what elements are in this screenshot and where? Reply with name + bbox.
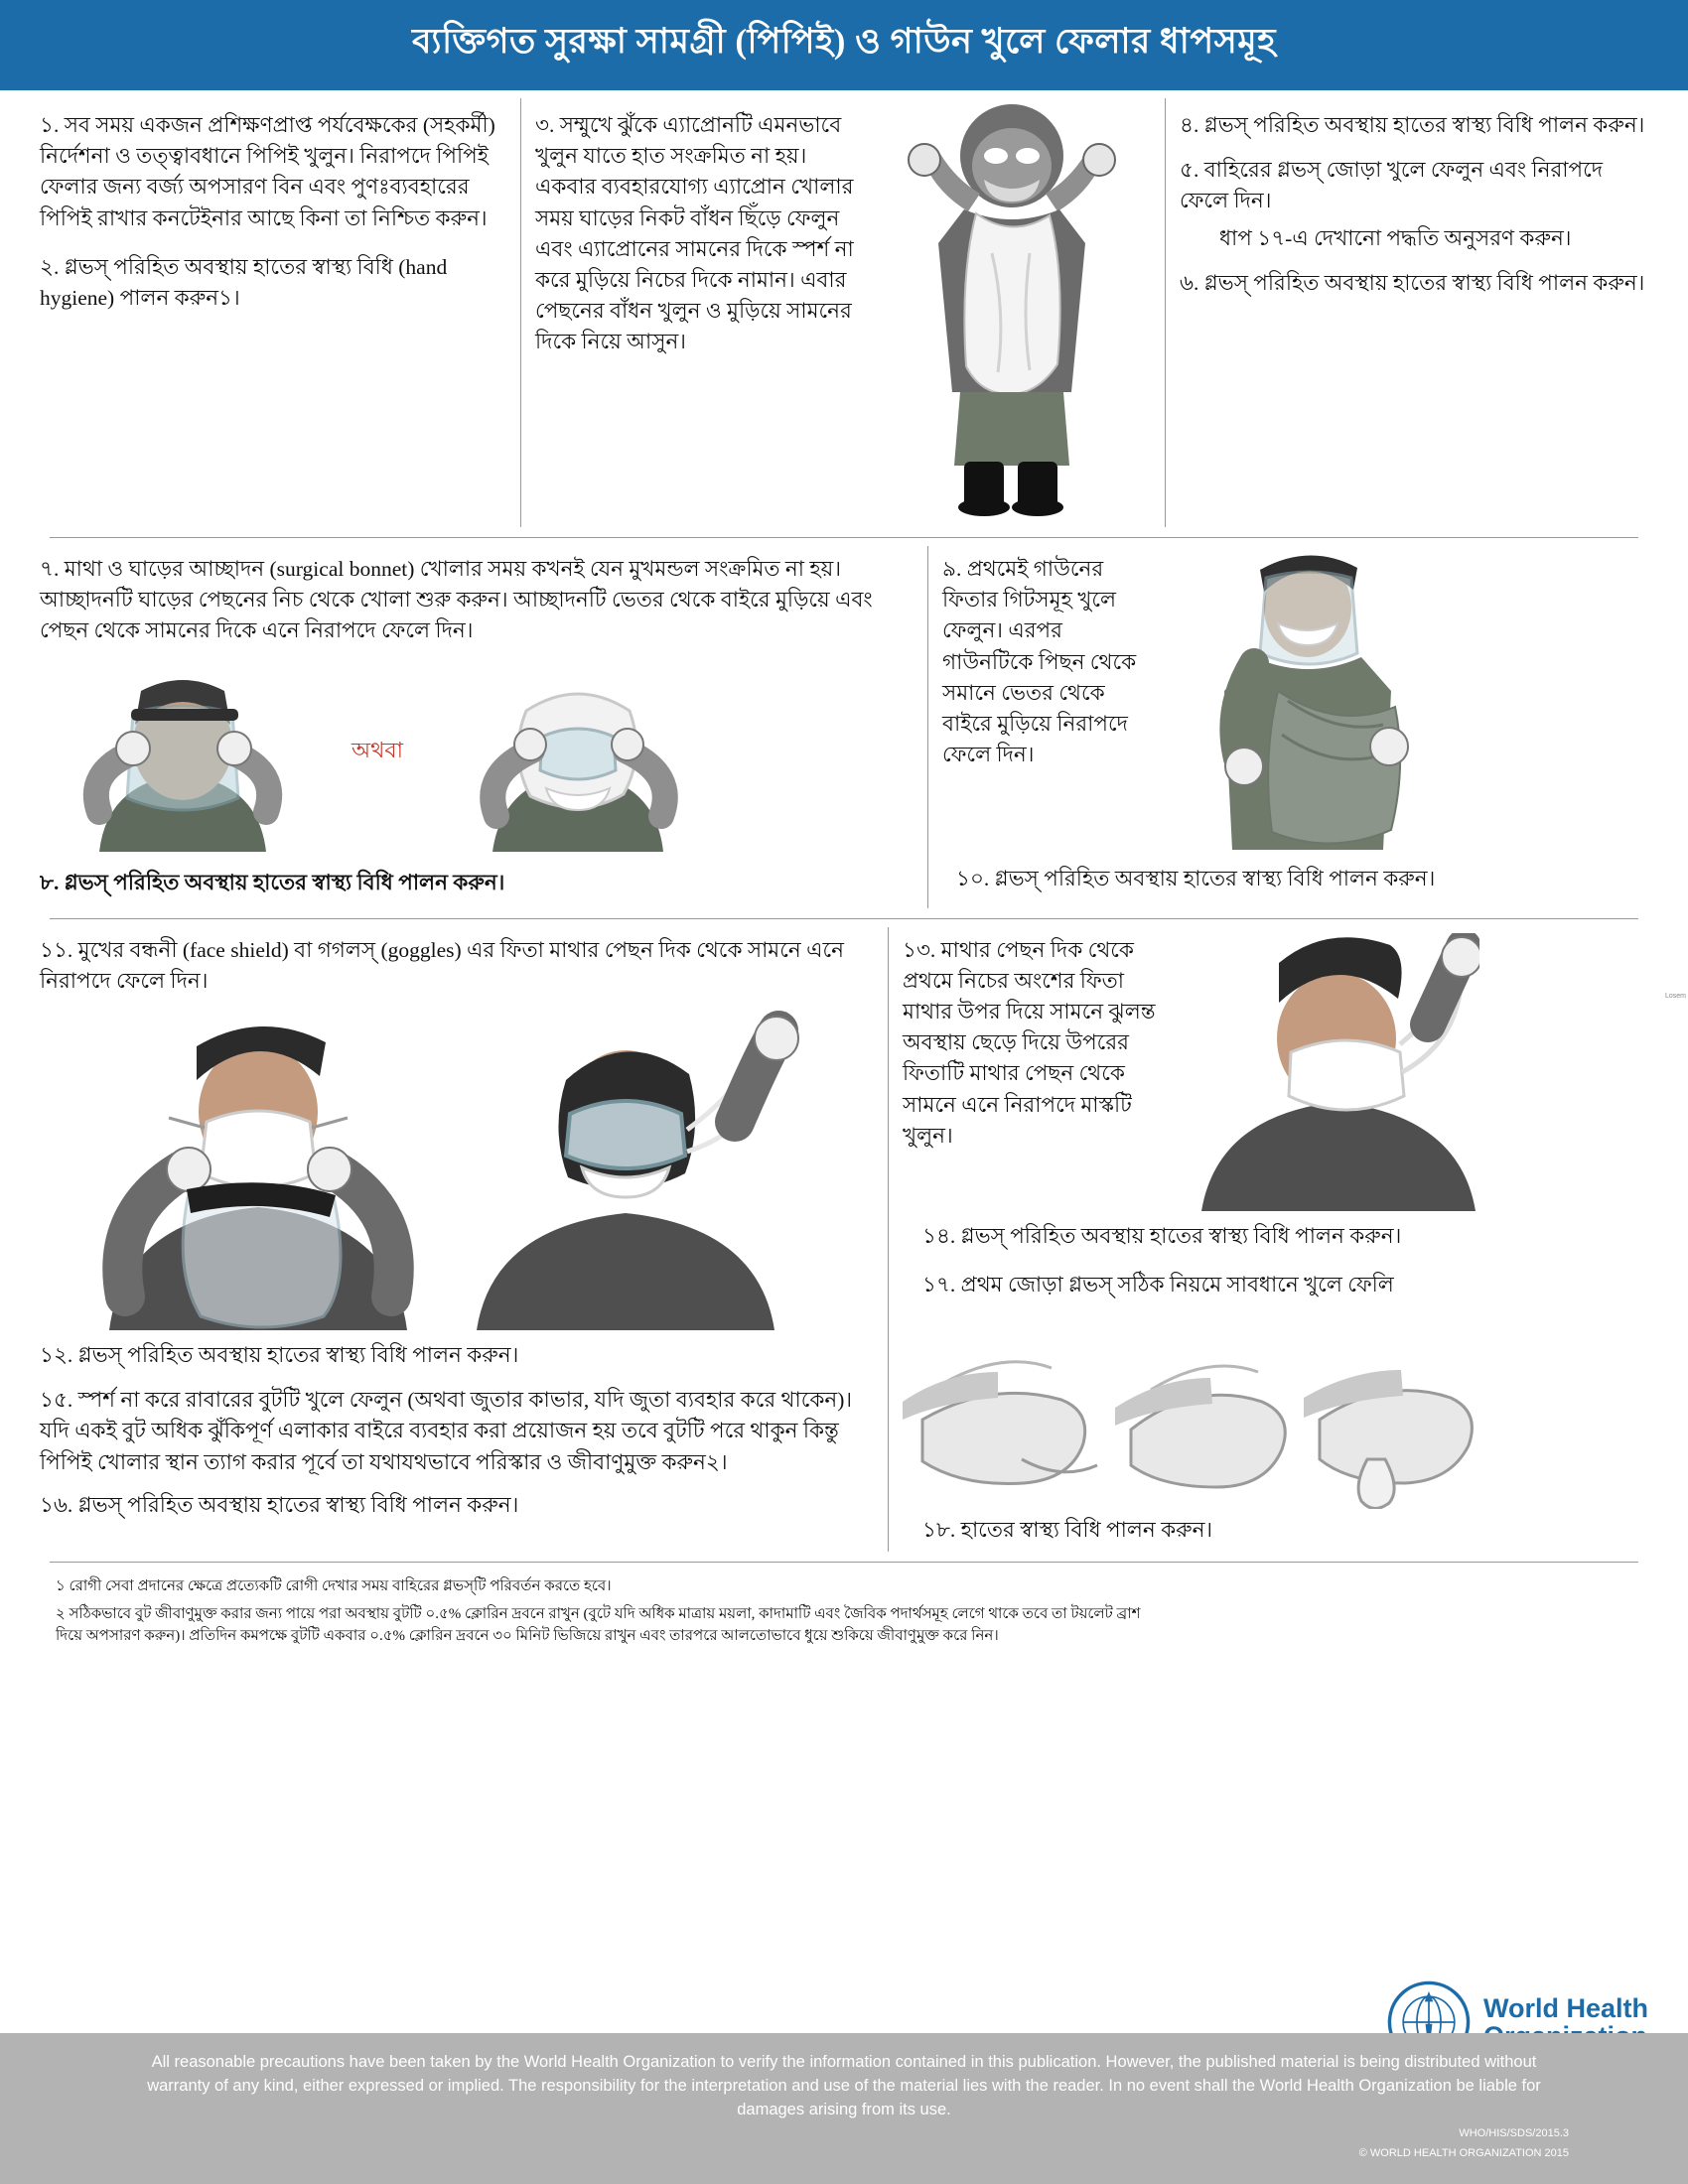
- disclaimer-code-1: WHO/HIS/SDS/2015.3: [1459, 2127, 1569, 2140]
- block-steps-1-6: [26, 98, 1662, 527]
- illustration-bonnet-b: [427, 653, 725, 852]
- disclaimer: [0, 2033, 1688, 2184]
- step-8-label: ৮. গ্লভস্ পরিহিত অবস্থায় হাতের স্বাস্থ্য বিধি পালন করুন।: [40, 870, 505, 894]
- who-line-1: World Health: [1482, 1992, 1648, 2023]
- footnote-1: ১ রোগী সেবা প্রদানের ক্ষেত্রে প্রত্যেকটি রোগী দেখার সময় বাহিরের গ্লভস্‌টি পরিবর্তন করতে হবে।: [56, 1578, 612, 1595]
- step-13-text: ১৩. মাথার পেছন দিক থেকে প্রথমে নিচের অংশের ফিতা মাথার উপর দিয়ে সামনে ঝুলন্ত অবস্থায় ছেড়ে দিয়ে উপরের ফিতাটি মাথার পেছন থেকে সামনে এনে নিরাপদে মাস্কটি খুলুন।: [903, 937, 1156, 1148]
- step-7-text: ৭. মাথা ও ঘাড়ের আচ্ছাদন (surgical bonnet) খোলার সময় কখনই যেন মুখমন্ডল সংক্রমিত না হয়। আচ্ছাদনটি ঘাড়ের পেছনের নিচ থেকে খোলা শুরু করুন। আচ্ছাদনটি ভেতর থেকে বাইরে মুড়িয়ে এবং পেছন থেকে সামনের দিকে এনে নিরাপদে ফেলে দিন।: [40, 557, 873, 643]
- illustration-glove-removal: [903, 1310, 1518, 1509]
- step-10-text: ১০. গ্লভস্ পরিহিত অবস্থায় হাতের স্বাস্থ্য বিধি পালন করুন।: [956, 867, 1436, 890]
- step-15-text: ১৫. স্পর্শ না করে রাবারের বুটটি খুলে ফেলুন (অথবা জুতার কাভার, যদি জুতা ব্যবহার করে থাকেন)। যদি একই বুট অধিক ঝুঁকিপূর্ণ এলাকার বাইরে ব্যবহার করা প্রয়োজন হয় তবে বুটটি পরে থাকুন কিন্তু পিপিই খোলার স্থান ত্যাগ করার পূর্বে তা যথাযথভাবে পরিস্কার ও জীবাণুমুক্ত করুন২।: [40, 1388, 853, 1474]
- illustration-mask-removal: [1162, 933, 1479, 1211]
- step-16-text: ১৬. গ্লভস্ পরিহিত অবস্থায় হাতের স্বাস্থ্য বিধি পালন করুন।: [40, 1492, 519, 1517]
- illustration-apron-removal: [873, 104, 1141, 521]
- step-1-text: ১. সব সময় একজন প্রশিক্ষণপ্রাপ্ত পর্যবেক্ষকের (সহকর্মী) নির্দেশনা ও তত্ত্বাবধানে পিপিই খুলুন। নিরাপদে পিপিই ফেলার জন্য বর্জ্য অপসারণ বিন এবং পুণঃব্যবহারের পিপিই রাখার কনটেইনার আছে কিনা তা নিশ্চিত করুন।: [40, 113, 495, 230]
- step-2-text: ২. গ্লভস্ পরিহিত অবস্থায় হাতের স্বাস্থ্য বিধি (hand hygiene) পালন করুন১।: [40, 254, 448, 310]
- illustration-face-shield-removal: [40, 1003, 874, 1330]
- page-title: ব্যক্তিগত সুরক্ষা সামগ্রী (পিপিই) ও গাউন খুলে ফেলার ধাপসমূহ: [0, 0, 1688, 90]
- column-steps-1-2: [26, 98, 520, 527]
- footnote-2: ২ সঠিকভাবে বুট জীবাণুমুক্ত করার জন্য পায়ে পরা অবস্থায় বুটটি ০.৫% ক্লোরিন দ্রবনে রাখুন (বুটে যদি অধিক মাত্রায় ময়লা, কাদামাটি এবং জৈবিক পদার্থসমূহ লেগে থাকে তবে তা টয়লেট ব্রাশ দিয়ে অপসারণ করুন)। প্রতিদিন কমপক্ষে বুটটি একবার ০.৫% ক্লোরিন দ্রবনে ৩০ মিনিট ভিজিয়ে রাখুন এবং তারপরে আলতোভাবে ধুয়ে শুকিয়ে জীবাণুমুক্ত করে নিন।: [56, 1605, 1141, 1644]
- footnotes: [26, 1570, 1197, 1647]
- illustration-bonnet-a: [40, 653, 328, 852]
- column-steps-4-6: [1166, 98, 1660, 527]
- step-11-text: ১১. মুখের বন্ধনী (face shield) বা গগলস্ (goggles) এর ফিতা মাথার পেছন দিক থেকে সামনে এনে নিরাপদে ফেলে দিন।: [40, 937, 844, 993]
- poster-body: [0, 90, 1688, 1647]
- divider-2: [50, 918, 1638, 919]
- column-steps-11-16: [26, 927, 888, 1553]
- illustration-gown-removal: [1159, 552, 1486, 850]
- step-4-text: ৪. গ্লভস্ পরিহিত অবস্থায় হাতের স্বাস্থ্য বিধি পালন করুন।: [1180, 113, 1645, 137]
- step-8-text: [40, 868, 914, 898]
- step-3-text: ৩. সম্মুখে ঝুঁকে এ্যাপ্রোনটি এমনভাবে খুলুন যাতে হাত সংক্রমিত না হয়। একবার ব্যবহারযোগ্য এ্যাপ্রোন খোলার সময় ঘাড়ের নিকট বাঁধন ছিঁড়ে ফেলুন এবং এ্যাপ্রোনের সামনের দিকে স্পর্শ না করে মুড়িয়ে নিচের দিকে নামান। এবার পেছনের বাঁধন খুলুন ও মুড়িয়ে সামনের দিকে নিয়ে আসুন।: [535, 113, 854, 354]
- block-steps-7-10: [26, 546, 1662, 908]
- side-note: Losem: [1664, 993, 1686, 1000]
- column-steps-13-18: [889, 927, 1532, 1553]
- step-9-text: ৯. প্রথমেই গাউনের ফিতার গিটসমূহ খুলে ফেলুন। এরপর গাউনটিকে পিছন থেকে সমানে ভেতর থেকে বাইরে মুড়িয়ে নিরাপদে ফেলে দিন।: [942, 557, 1137, 767]
- step-5-substep-text: ধাপ ১৭-এ দেখানো পদ্ধতি অনুসরণ করুন।: [1219, 225, 1572, 250]
- column-steps-9-10: [928, 546, 1552, 908]
- illustration-bonnet-group: [40, 653, 914, 852]
- column-steps-7-8: [26, 546, 927, 908]
- disclaimer-text: All reasonable precautions have been taken by the World Health Organization to verify the information contained in this publication. However, the published material is being distributed without warranty of any kind, either expressed or implied. The responsibility for the interpretation and use of the material lies with the reader. In no event shall the World Health Organization be liable for damages arising from its use.: [147, 2053, 1541, 2119]
- column-step-3: [521, 98, 1165, 527]
- divider-3: [50, 1562, 1638, 1563]
- block-steps-11-18: [26, 927, 1662, 1553]
- disclaimer-code-2: © WORLD HEALTH ORGANIZATION 2015: [1358, 2147, 1569, 2160]
- step-6-text: ৬. গ্লভস্ পরিহিত অবস্থায় হাতের স্বাস্থ্য বিধি পালন করুন।: [1180, 270, 1645, 295]
- or-label: অথবা: [352, 738, 403, 763]
- step-5-text: ৫. বাহিরের গ্লভস্ জোড়া খুলে ফেলুন এবং নিরাপদে ফেলে দিন।: [1180, 158, 1604, 213]
- step-12-text: ১২. গ্লভস্ পরিহিত অবস্থায় হাতের স্বাস্থ্য বিধি পালন করুন।: [40, 1343, 519, 1368]
- step-18-text: ১৮. হাতের স্বাস্থ্য বিধি পালন করুন।: [922, 1518, 1213, 1543]
- step-14-text: ১৪. গ্লভস্ পরিহিত অবস্থায় হাতের স্বাস্থ্য বিধি পালন করুন।: [922, 1223, 1402, 1248]
- step-17-text: ১৭. প্রথম জোড়া গ্লভস্ সঠিক নিয়মে সাবধানে খুলে ফেলি: [922, 1272, 1394, 1297]
- divider-1: [50, 537, 1638, 538]
